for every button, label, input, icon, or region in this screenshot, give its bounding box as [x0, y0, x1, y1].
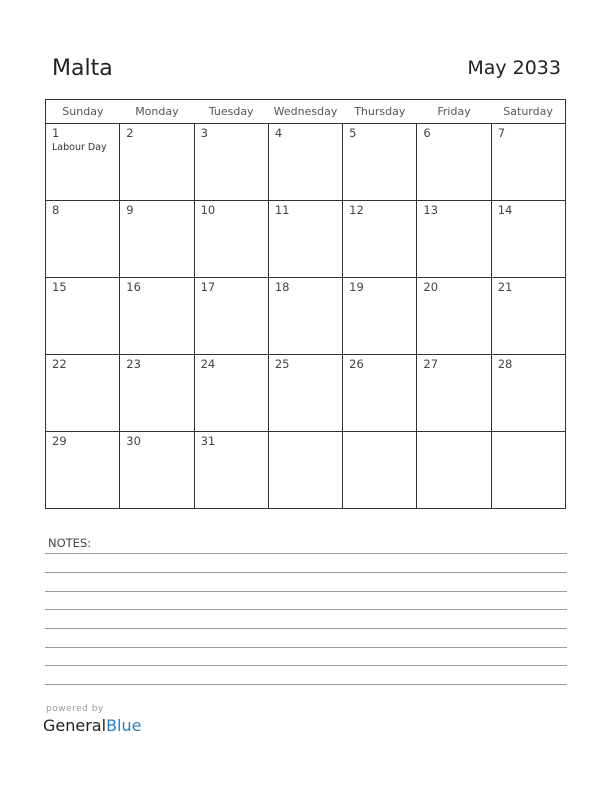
day-cell	[194, 432, 268, 509]
day-cell	[120, 278, 194, 355]
day-cell	[417, 278, 491, 355]
day-cell	[46, 124, 120, 201]
generalblue-logo	[43, 716, 141, 735]
logo-general: General	[43, 716, 107, 735]
day-cell	[417, 355, 491, 432]
day-cell	[491, 124, 565, 201]
day-number: 7	[497, 126, 506, 140]
day-number: 6	[423, 126, 431, 140]
day-cell	[491, 355, 565, 432]
day-cell	[417, 201, 491, 278]
day-cell	[194, 278, 268, 355]
logo-blue: Blue	[106, 716, 142, 735]
day-number: 2	[126, 126, 134, 140]
weekday-thursday: Thursday	[343, 100, 417, 124]
day-number: 21	[497, 280, 513, 294]
day-cell	[343, 355, 417, 432]
week-row	[46, 278, 566, 355]
day-cell	[194, 355, 268, 432]
page-title-country: Malta	[52, 56, 113, 81]
day-number: 23	[126, 357, 141, 371]
day-cell	[343, 124, 417, 201]
day-cell	[268, 355, 342, 432]
weekday-header-row	[46, 100, 566, 124]
day-number: 18	[274, 280, 290, 294]
day-cell	[343, 201, 417, 278]
day-cell	[46, 278, 120, 355]
page-title-month: May 2033	[467, 57, 561, 79]
day-cell	[268, 278, 342, 355]
weekday-sunday: Sunday	[46, 100, 120, 124]
weekday-wednesday: Wednesday	[268, 100, 342, 124]
day-cell	[46, 432, 120, 509]
day-cell	[120, 201, 194, 278]
week-row	[46, 432, 566, 509]
day-cell	[46, 201, 120, 278]
day-number: 8	[52, 203, 60, 217]
day-number: 4	[274, 126, 283, 140]
day-cell	[268, 201, 342, 278]
day-number: 9	[126, 203, 134, 217]
holiday-label: Labour Day	[52, 142, 107, 153]
day-cell	[268, 124, 342, 201]
day-cell-empty	[417, 432, 491, 509]
note-line	[45, 647, 567, 648]
note-line	[45, 665, 567, 666]
week-row	[46, 355, 566, 432]
day-cell	[46, 355, 120, 432]
day-cell	[343, 278, 417, 355]
day-cell-empty	[268, 432, 342, 509]
day-number: 19	[349, 280, 364, 294]
note-line	[45, 591, 567, 592]
week-row	[46, 124, 566, 201]
note-line	[45, 684, 567, 685]
calendar-grid	[45, 99, 566, 509]
day-cell	[120, 124, 194, 201]
day-number: 5	[349, 126, 357, 140]
day-number: 15	[52, 280, 67, 294]
day-cell	[417, 124, 491, 201]
day-number: 30	[126, 434, 141, 448]
weekday-saturday: Saturday	[491, 100, 565, 124]
day-number: 3	[200, 126, 208, 140]
day-cell	[491, 201, 565, 278]
weekday-friday: Friday	[417, 100, 491, 124]
day-number: 16	[126, 280, 141, 294]
day-number: 20	[423, 280, 439, 294]
day-cell-empty	[343, 432, 417, 509]
note-line	[45, 609, 567, 610]
day-number: 11	[274, 203, 290, 217]
day-cell	[194, 201, 268, 278]
powered-by-text: powered by	[46, 704, 104, 714]
day-cell	[120, 355, 194, 432]
day-number: 17	[200, 280, 216, 294]
notes-label: NOTES:	[48, 536, 92, 550]
day-cell	[120, 432, 194, 509]
day-cell	[194, 124, 268, 201]
day-number: 10	[200, 203, 216, 217]
day-cell-empty	[491, 432, 565, 509]
weekday-monday: Monday	[120, 100, 194, 124]
day-number: 1	[52, 126, 60, 140]
note-line	[45, 572, 567, 573]
note-line	[45, 628, 567, 629]
day-number: 29	[52, 434, 67, 448]
weekday-tuesday: Tuesday	[194, 100, 268, 124]
day-number: 26	[349, 357, 364, 371]
day-number: 14	[497, 203, 513, 217]
day-number: 31	[200, 434, 216, 448]
day-number: 12	[349, 203, 364, 217]
day-number: 27	[423, 357, 439, 371]
day-number: 13	[423, 203, 439, 217]
week-row	[46, 201, 566, 278]
note-line	[45, 553, 567, 554]
day-number: 22	[52, 357, 67, 371]
day-cell	[491, 278, 565, 355]
day-number: 24	[200, 357, 216, 371]
day-number: 25	[274, 357, 290, 371]
day-number: 28	[497, 357, 513, 371]
